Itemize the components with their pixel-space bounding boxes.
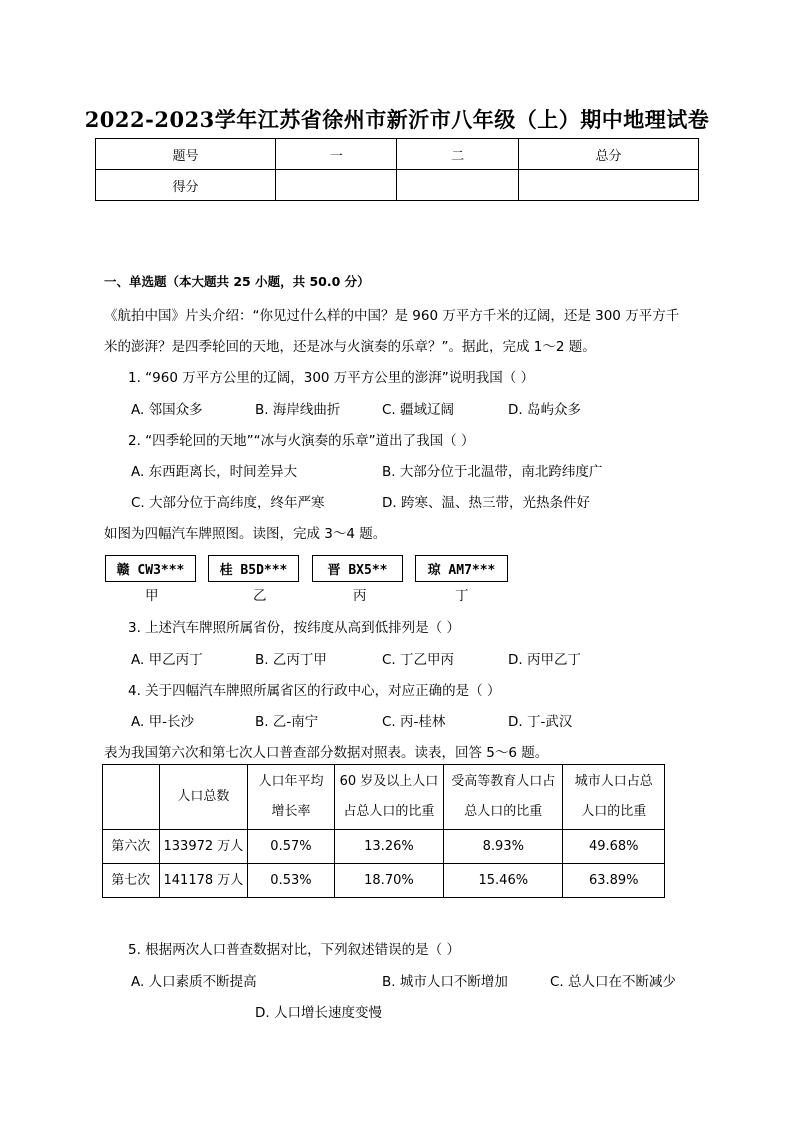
section-heading: 一、单选题（本大题共 25 小题，共 50.0 分） xyxy=(104,274,370,289)
census-cell: 13.26% xyxy=(334,830,443,864)
plate-label: 甲 xyxy=(145,588,159,604)
census-cell: 133972 万人 xyxy=(159,830,248,864)
score-cell[interactable] xyxy=(518,170,698,201)
census-row-label: 第七次 xyxy=(103,864,160,898)
q3-option-b[interactable]: B. 乙丙丁甲 xyxy=(255,652,327,668)
census-header-cell xyxy=(563,765,665,830)
q1-option-c[interactable]: C. 疆域辽阔 xyxy=(382,402,455,418)
census-row-label: 第六次 xyxy=(103,830,160,864)
census-header-cell xyxy=(159,765,248,830)
question-4-stem: 4. 关于四幅汽车牌照所属省区的行政中心，对应正确的是（ ） xyxy=(128,683,501,699)
census-row-seventh xyxy=(103,864,665,898)
score-header-cell: 一 xyxy=(276,139,397,170)
census-cell: 18.70% xyxy=(334,864,443,898)
q3-option-d[interactable]: D. 丙甲乙丁 xyxy=(508,652,581,668)
header-line: 城市人口占总 xyxy=(574,774,653,789)
question-3-stem: 3. 上述汽车牌照所属省份，按纬度从高到低排列是（ ） xyxy=(128,620,460,636)
census-cell: 8.93% xyxy=(444,830,563,864)
intro-text-line: 《航拍中国》片头介绍：“你见过什么样的中国？是 960 万平方千米的辽阔，还是 300 万平方千 xyxy=(104,308,680,324)
census-cell: 15.46% xyxy=(444,864,563,898)
census-cell: 49.68% xyxy=(563,830,665,864)
q4-option-c[interactable]: C. 丙-桂林 xyxy=(382,714,446,730)
header-line: 受高等教育人口占 xyxy=(451,774,556,789)
q5-option-d[interactable]: D. 人口增长速度变慢 xyxy=(255,1005,382,1021)
score-cell[interactable] xyxy=(397,170,518,201)
census-corner-cell xyxy=(103,765,160,830)
score-table xyxy=(95,138,699,201)
q3-option-a[interactable]: A. 甲乙丙丁 xyxy=(131,652,203,668)
license-plate-bing: 晋 BX5** xyxy=(312,555,403,582)
header-line: 60 岁及以上人口 xyxy=(339,774,439,789)
license-plate-ding: 琼 AM7*** xyxy=(415,555,508,582)
exam-title: 2022-2023学年江苏省徐州市新沂市八年级（上）期中地理试卷 xyxy=(84,107,710,132)
q4-option-b[interactable]: B. 乙-南宁 xyxy=(255,714,319,730)
census-table xyxy=(102,764,665,898)
q1-option-d[interactable]: D. 岛屿众多 xyxy=(508,402,581,418)
license-plate-jia: 赣 CW3*** xyxy=(105,555,196,582)
q2-option-a[interactable]: A. 东西距离长，时间差异大 xyxy=(131,464,298,480)
census-header-cell xyxy=(444,765,563,830)
q4-option-a[interactable]: A. 甲-长沙 xyxy=(131,714,194,730)
intro-text-line: 米的澎湃？是四季轮回的天地，还是冰与火演奏的乐章？”。据此，完成 1～2 题。 xyxy=(104,339,596,355)
header-line: 增长率 xyxy=(271,804,311,819)
question-1-stem: 1. “960 万平方公里的辽阔，300 万平方公里的澎湃”说明我国（ ） xyxy=(128,370,535,386)
license-plate-yi: 桂 B5D*** xyxy=(208,555,299,582)
score-table-row xyxy=(96,170,699,201)
census-cell: 0.57% xyxy=(248,830,335,864)
question-2-stem: 2. “四季轮回的天地”“冰与火演奏的乐章”道出了我国（ ） xyxy=(128,433,475,449)
header-line: 占总人口的比重 xyxy=(343,804,435,819)
score-table-header-row xyxy=(96,139,699,170)
census-header-cell xyxy=(334,765,443,830)
census-header-cell xyxy=(248,765,335,830)
q5-option-a[interactable]: A. 人口素质不断提高 xyxy=(131,974,257,990)
header-line: 人口的比重 xyxy=(581,804,647,819)
score-header-cell: 题号 xyxy=(96,139,276,170)
census-intro: 表为我国第六次和第七次人口普查部分数据对照表。读表，回答 5～6 题。 xyxy=(104,745,549,761)
census-row-sixth xyxy=(103,830,665,864)
score-row-label: 得分 xyxy=(96,170,276,201)
q1-option-a[interactable]: A. 邻国众多 xyxy=(131,402,203,418)
q4-option-d[interactable]: D. 丁-武汉 xyxy=(508,714,573,730)
q3-option-c[interactable]: C. 丁乙甲丙 xyxy=(382,652,455,668)
plate-label: 丁 xyxy=(455,588,469,604)
score-header-cell: 总分 xyxy=(518,139,698,170)
score-cell[interactable] xyxy=(276,170,397,201)
q2-option-c[interactable]: C. 大部分位于高纬度，终年严寒 xyxy=(131,495,325,511)
header-line: 人口总数 xyxy=(177,789,230,804)
census-cell: 63.89% xyxy=(563,864,665,898)
census-cell: 0.53% xyxy=(248,864,335,898)
plate-label: 乙 xyxy=(253,588,267,604)
header-line: 总人口的比重 xyxy=(464,804,543,819)
header-line: 人口年平均 xyxy=(258,774,324,789)
plate-label: 丙 xyxy=(353,588,367,604)
plates-intro: 如图为四幅汽车牌照图。读图，完成 3～4 题。 xyxy=(104,526,387,542)
question-5-stem: 5. 根据两次人口普查数据对比，下列叙述错误的是（ ） xyxy=(128,942,460,958)
census-cell: 141178 万人 xyxy=(159,864,248,898)
q2-option-d[interactable]: D. 跨寒、温、热三带，光热条件好 xyxy=(382,495,590,511)
q2-option-b[interactable]: B. 大部分位于北温带，南北跨纬度广 xyxy=(382,464,603,480)
q5-option-b[interactable]: B. 城市人口不断增加 xyxy=(382,974,508,990)
score-header-cell: 二 xyxy=(397,139,518,170)
q5-option-c[interactable]: C. 总人口在不断减少 xyxy=(550,974,677,990)
q1-option-b[interactable]: B. 海岸线曲折 xyxy=(255,402,341,418)
census-header-row xyxy=(103,765,665,830)
